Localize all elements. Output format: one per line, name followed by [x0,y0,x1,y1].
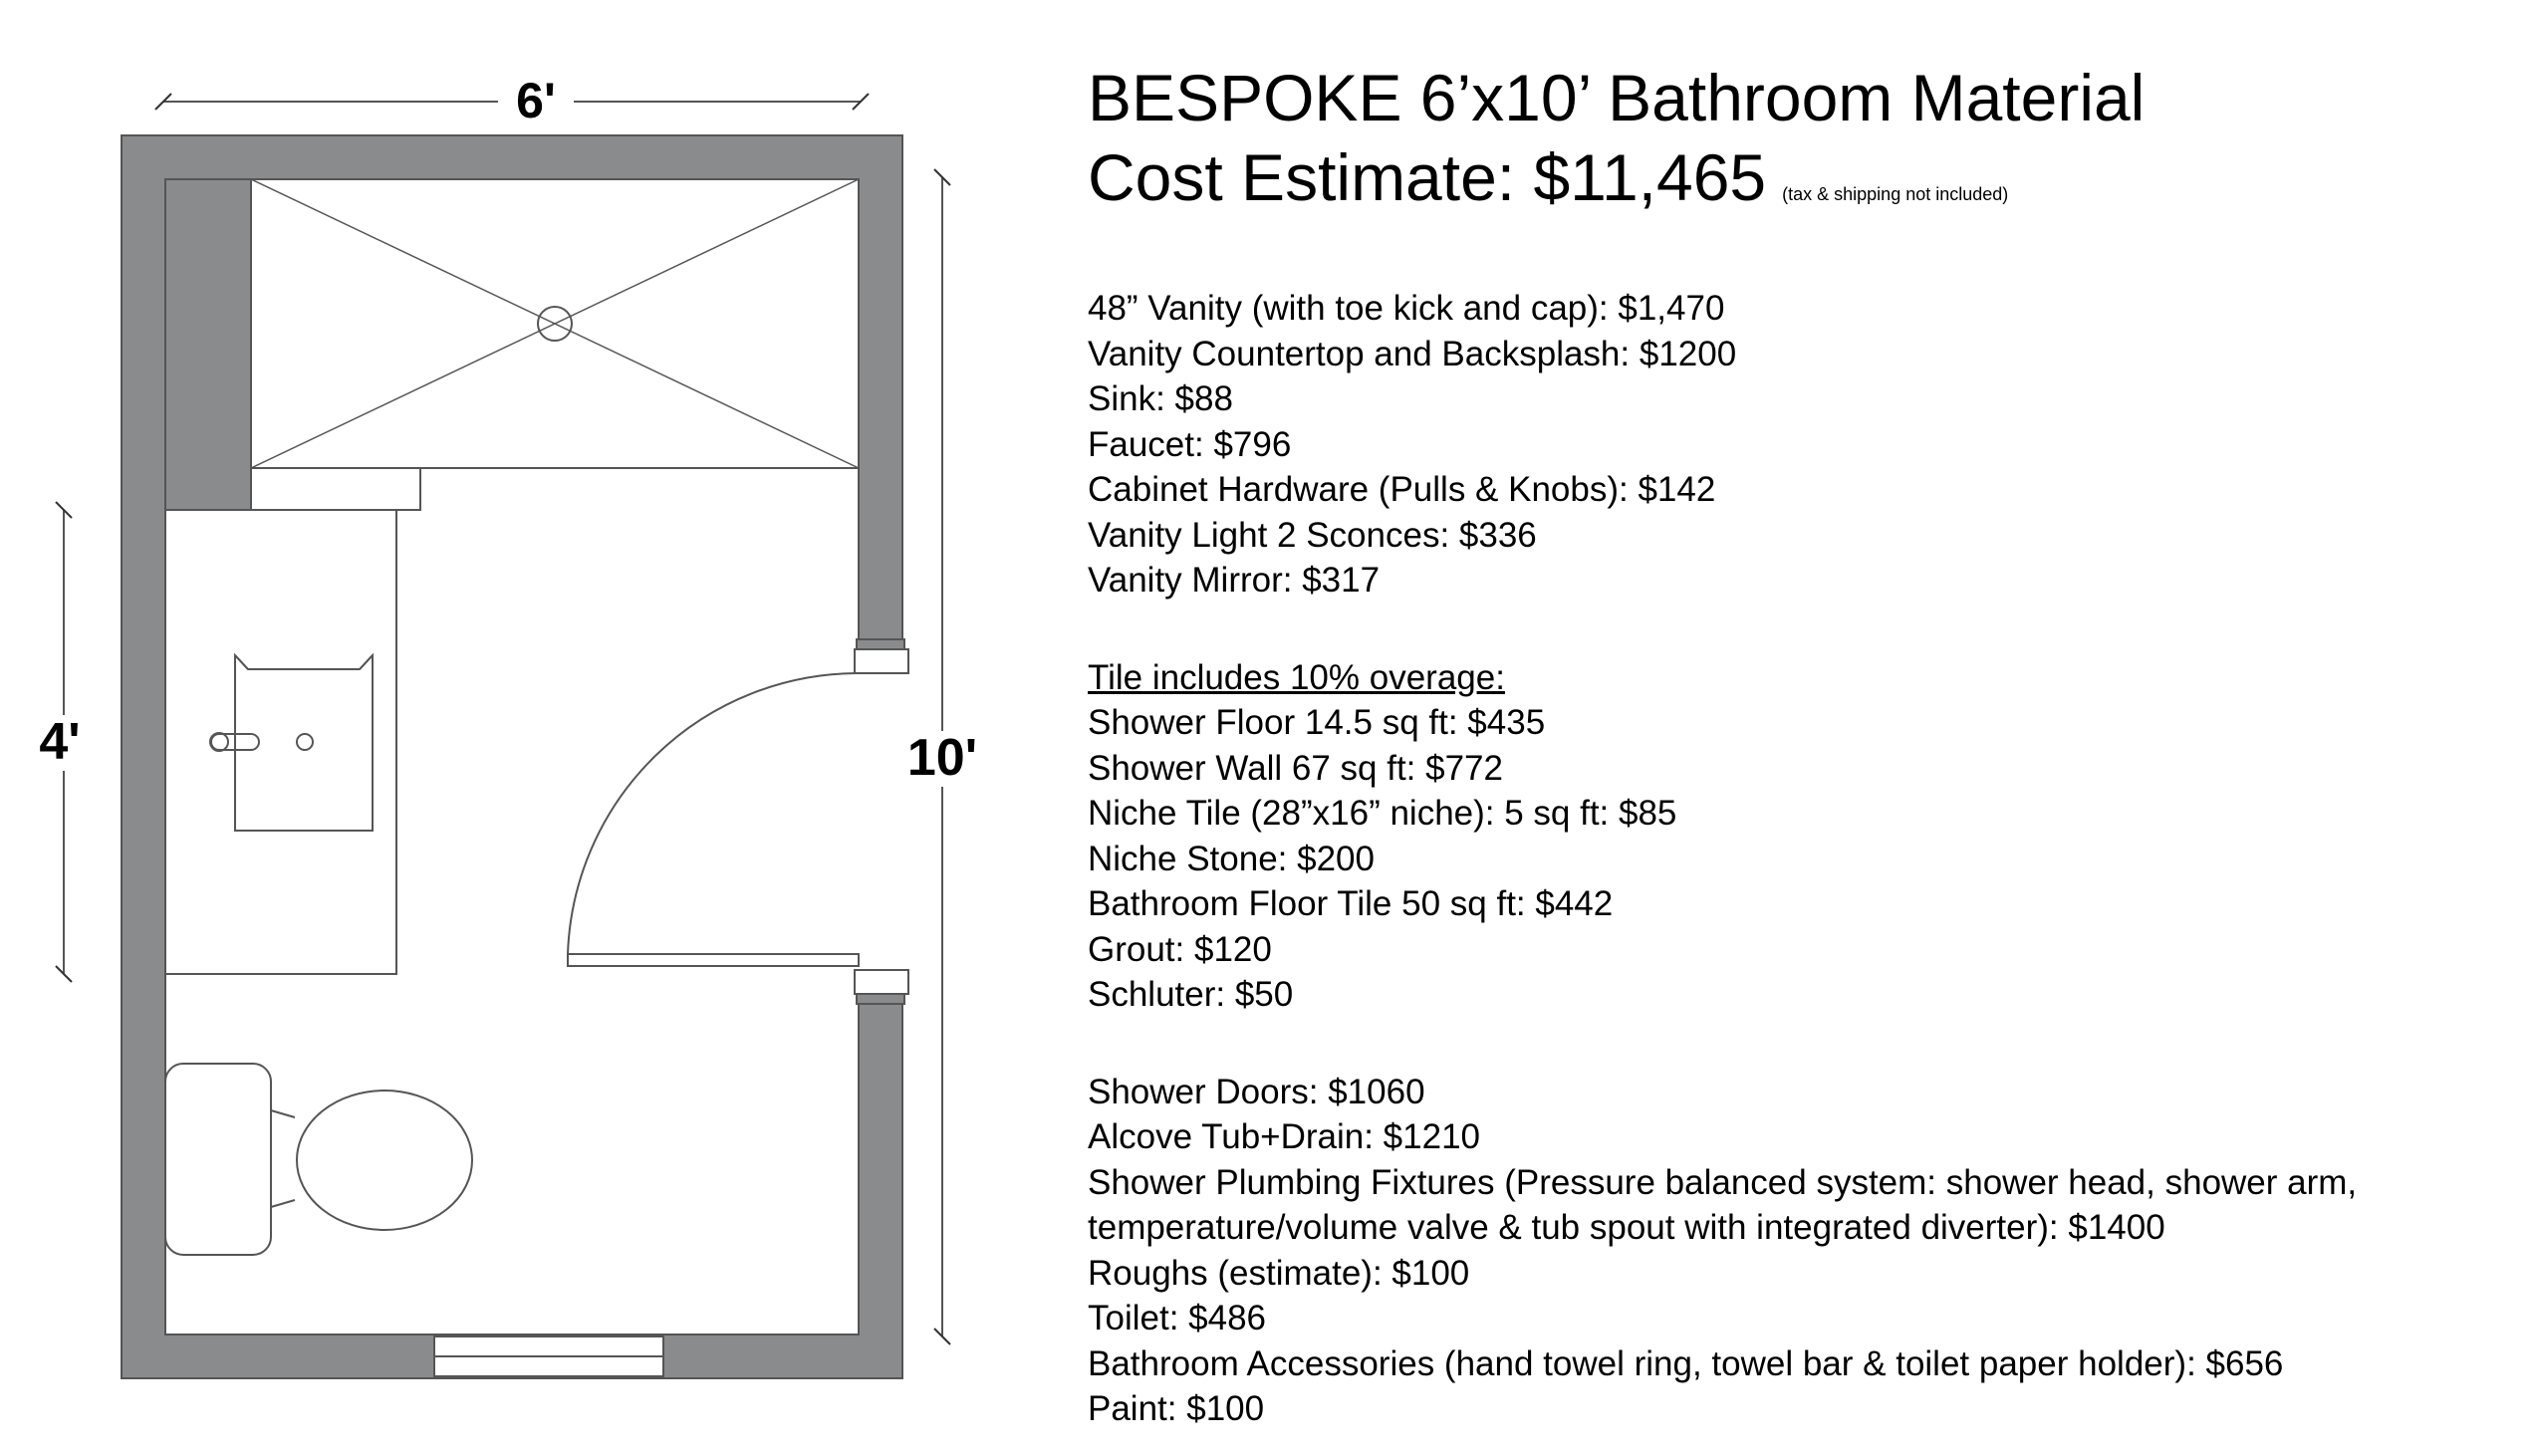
line-item: 48” Vanity (with toe kick and cap): $1,470 [1088,289,1725,328]
line-item: Alcove Tub+Drain: $1210 [1088,1117,1481,1156]
toilet-bowl [297,1091,472,1230]
line-item: Toilet: $486 [1088,1299,1267,1337]
tub-ledge [251,468,420,510]
door-stop-bottom [855,970,908,994]
sink-rim-left [235,655,248,669]
vanity [165,510,396,974]
line-item: Shower Plumbing Fixtures (Pressure balanced system: shower head, shower arm, temperature/volume valve & tub spout with integrated diverter): $1400 [1088,1162,2358,1247]
line-item: Niche Stone: $200 [1088,839,1375,878]
line-item: Shower Doors: $1060 [1088,1072,1425,1111]
vanity-length-label: 4' [39,713,81,771]
tile-items-group [1088,655,2512,1018]
floor-plan [0,0,1056,1456]
line-item: Faucet: $796 [1088,424,1292,464]
line-item: Paint: $100 [1088,1389,1265,1428]
line-item: Cabinet Hardware (Pulls & Knobs): $142 [1088,470,1716,509]
door-leaf [568,954,859,966]
fixture-items-group [1088,1070,2512,1432]
width-label: 6' [516,73,556,128]
length-label: 10' [906,729,978,787]
line-item: Sink: $88 [1088,379,1233,418]
tile-heading: Tile includes 10% overage: [1088,657,1505,697]
door-opening [857,657,904,986]
line-item: Shower Wall 67 sq ft: $772 [1088,748,1503,788]
door-swing [568,673,857,954]
line-item: Vanity Light 2 Sconces: $336 [1088,515,1537,555]
line-item: Niche Tile (28”x16” niche): 5 sq ft: $85 [1088,794,1677,833]
tub-end-wall [165,179,251,510]
sink-basin [235,655,373,831]
sink-rim-right [360,655,373,669]
line-item: Shower Floor 14.5 sq ft: $435 [1088,703,1546,742]
vanity-items-group [1088,286,2512,604]
estimate-total: Cost Estimate: $11,465 [1088,140,1767,214]
line-item: Bathroom Floor Tile 50 sq ft: $442 [1088,884,1614,923]
sink-drain [297,734,313,750]
line-item: Vanity Countertop and Backsplash: $1200 [1088,334,1737,373]
estimate-title-line2 [1088,137,2512,234]
line-item: Vanity Mirror: $317 [1088,561,1381,600]
faucet-handle [210,733,228,751]
line-item: Grout: $120 [1088,929,1272,969]
line-item: Bathroom Accessories (hand towel ring, towel bar & toilet paper holder): $656 [1088,1343,2284,1383]
line-item: Schluter: $50 [1088,975,1294,1014]
line-item: Roughs (estimate): $100 [1088,1253,1470,1293]
toilet-tank [165,1064,271,1255]
toilet-neck [271,1110,295,1207]
estimate-title-line1: BESPOKE 6’x10’ Bathroom Material [1088,61,2146,134]
cost-estimate-panel [1088,58,2512,1432]
estimate-note: (tax & shipping not included) [1782,184,2009,204]
door-stop-top [855,649,908,673]
